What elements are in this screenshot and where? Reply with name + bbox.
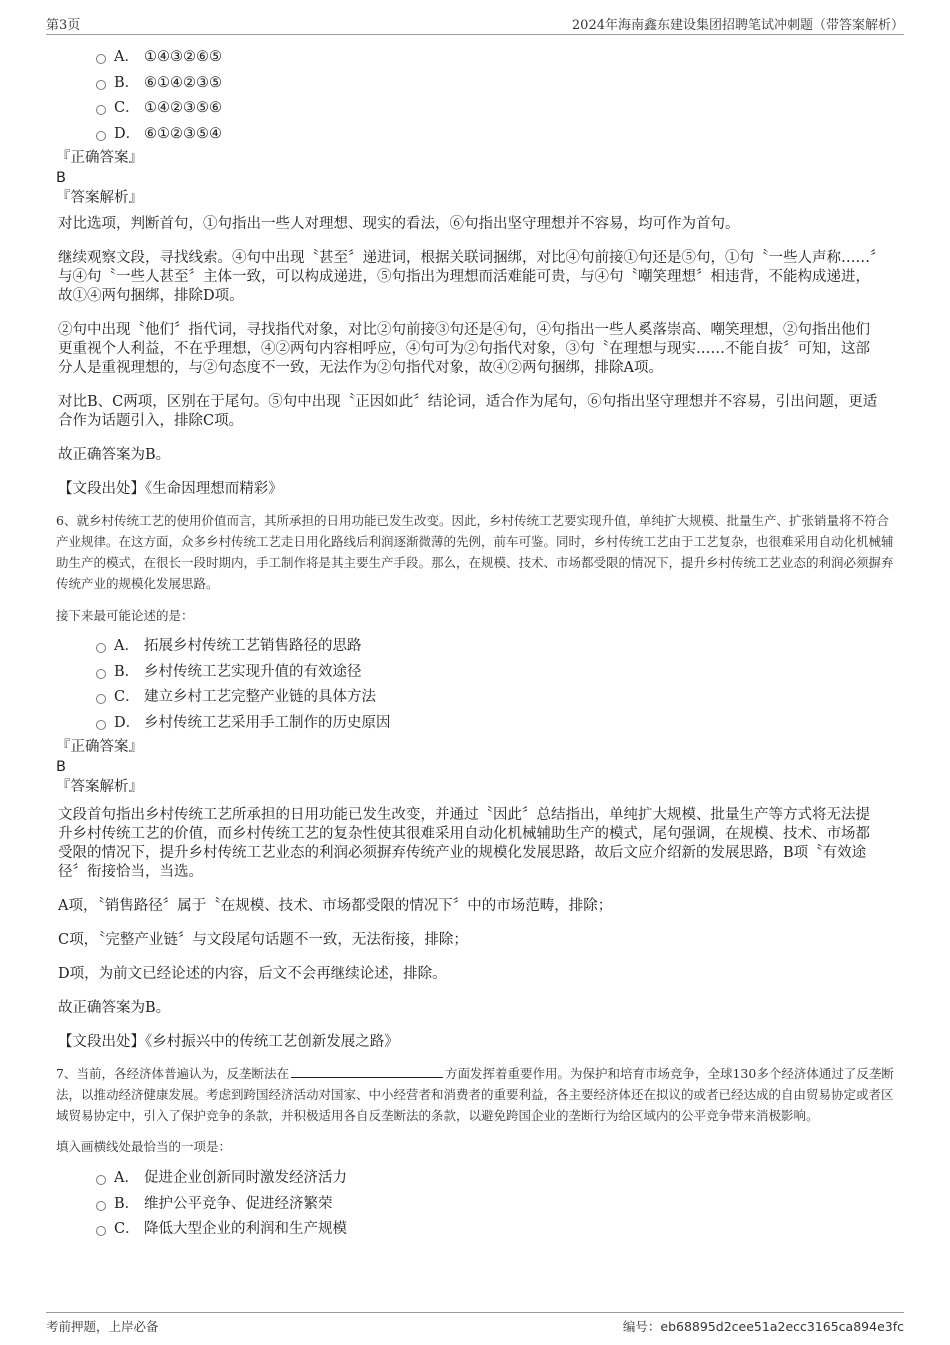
q5-option-d[interactable] <box>56 122 896 148</box>
q5-option-c[interactable] <box>56 96 896 122</box>
option-text: ①④②③⑤⑥ <box>144 100 222 116</box>
option-letter: D． <box>114 714 141 731</box>
q6-option-b[interactable] <box>56 660 896 686</box>
q7-option-b[interactable] <box>56 1192 896 1218</box>
fill-blank <box>291 1065 443 1078</box>
radio-icon[interactable] <box>96 669 106 679</box>
page-header <box>46 14 904 35</box>
q6-prompt: 接下来最可能论述的是： <box>56 608 194 623</box>
q6-stem: 6、就乡村传统工艺的使用价值而言，其所承担的日用功能已发生改变。因此，乡村传统工艺要实现升值，单纯扩大规模、批量生产、扩张销量将不符合产业规律。在这方面，众多乡村传统工艺走日用化路线后利润逐渐微薄的先例，前车可鉴。同时，乡村传统工艺由于工艺复杂，也很难采用自动化机械辅助生产的模式，在很长一段时期内，手工制作将是其主要生产手段。那么，在规模、技术、市场都受限的情况下，提升乡村传统工艺业态的利润必须摒弃传统产业的规模化发展思路。 <box>56 513 894 591</box>
q6-source: 【文段出处】《乡村振兴中的传统工艺创新发展之路》 <box>58 1034 399 1050</box>
q6-analysis-p4: D项，为前文已经论述的内容，后文不会再继续论述，排除。 <box>58 966 447 982</box>
radio-icon[interactable] <box>96 720 106 730</box>
q6-analysis-p3: C项，〝完整产业链〞与文段尾句话题不一致，无法衔接，排除； <box>58 932 468 948</box>
option-text: 维护公平竞争、促进经济繁荣 <box>144 1195 333 1212</box>
radio-icon[interactable] <box>96 1175 106 1185</box>
option-text: ①④③②⑥⑤ <box>144 49 222 65</box>
q5-option-a[interactable] <box>56 45 896 71</box>
option-letter: A． <box>114 638 139 654</box>
q5-analysis-p2: 继续观察文段，寻找线索。④句中出现〝甚至〞递进词，根据关联词捆绑，对比④句前接①句还是⑤句，①句〝一些人声称……〞与④句〝一些人甚至〞主体一致，可以构成递进，⑤句指出为理想而活难能可贵，与④句〝嘲笑理想〞相违背，不能构成递进，故①④两句捆绑，排除D项。 <box>58 250 878 304</box>
option-text: 降低大型企业的利润和生产规模 <box>144 1221 347 1237</box>
radio-icon[interactable] <box>96 1226 106 1236</box>
code-label: 编号： <box>622 1319 661 1334</box>
radio-icon[interactable] <box>96 643 106 653</box>
q6-options <box>56 634 896 736</box>
q5-answer: B <box>56 170 66 186</box>
q6-answer-heading: 『正确答案』 <box>56 739 143 755</box>
q7-stem-before: 7、当前，各经济体普遍认为，反垄断法在 <box>56 1066 289 1081</box>
footer-slogan: 考前押题，上岸必备 <box>46 1319 159 1334</box>
option-letter: C． <box>114 1221 140 1237</box>
radio-icon[interactable] <box>96 1201 106 1211</box>
q5-source: 【文段出处】《生命因理想而精彩》 <box>58 481 283 497</box>
q7-stem <box>56 1063 896 1126</box>
option-letter: D． <box>114 125 141 142</box>
q7-options <box>56 1166 896 1243</box>
page-footer <box>46 1312 904 1337</box>
q6-analysis-p5: 故正确答案为B。 <box>58 1000 171 1016</box>
q7-prompt: 填入画横线处最恰当的一项是： <box>56 1139 232 1154</box>
q5-analysis-p1: 对比选项，判断首句，①句指出一些人对理想、现实的看法，⑥句指出坚守理想并不容易，均可作为首句。 <box>58 216 740 232</box>
q5-option-b[interactable] <box>56 71 896 97</box>
document-code <box>623 1317 904 1335</box>
option-letter: B． <box>114 1195 140 1212</box>
code-value: eb68895d2cee51a2ecc3165ca894e3fc <box>660 1319 904 1334</box>
q5-analysis-p5: 故正确答案为B。 <box>58 447 171 463</box>
q5-analysis-p4: 对比B、C两项，区别在于尾句。⑤句中出现〝正因如此〞结论词，适合作为尾句，⑥句指出坚守理想并不容易，引出问题，更适合作为话题引入，排除C项。 <box>58 394 878 429</box>
q5-answer-heading: 『正确答案』 <box>56 150 143 166</box>
q6-analysis-p2: A项，〝销售路径〞属于〝在规模、技术、市场都受限的情况下〞中的市场范畴，排除； <box>58 898 613 914</box>
option-text: 建立乡村工艺完整产业链的具体方法 <box>144 689 376 705</box>
q5-analysis-heading: 『答案解析』 <box>56 190 143 206</box>
option-letter: A． <box>114 1170 139 1186</box>
radio-icon[interactable] <box>96 105 106 115</box>
q6-answer: B <box>56 759 66 775</box>
option-text: 拓展乡村传统工艺销售路径的思路 <box>144 638 362 654</box>
q5-options <box>56 45 896 147</box>
option-text: ⑥①④②③⑤ <box>144 74 222 91</box>
radio-icon[interactable] <box>96 694 106 704</box>
option-letter: A． <box>114 49 139 65</box>
radio-icon[interactable] <box>96 131 106 141</box>
q6-analysis-p1: 文段首句指出乡村传统工艺所承担的日用功能已发生改变，并通过〝因此〞总结指出，单纯扩大规模、批量生产等方式将无法提升乡村传统工艺的价值，而乡村传统工艺的复杂性使其很难采用自动化机械辅助生产的模式，尾句强调，在规模、技术、市场都受限的情况下，提升乡村传统工艺业态的利润必须摒弃传统产业的规模化发展思路，故后文应介绍新的发展思路，B项〝有效途径〞衔接恰当，当选。 <box>58 807 870 880</box>
q6-analysis-heading: 『答案解析』 <box>56 779 143 795</box>
q7-option-a[interactable] <box>56 1166 896 1192</box>
option-text: 乡村传统工艺实现升值的有效途径 <box>144 663 362 680</box>
option-letter: B． <box>114 663 140 680</box>
radio-icon[interactable] <box>96 54 106 64</box>
option-text: 促进企业创新同时激发经济活力 <box>144 1170 347 1186</box>
q7-option-c[interactable] <box>56 1217 896 1243</box>
q7-stem-after: 方面发挥着重要作用。为保护和培育市场竞争，全球130多个经济体通过了反垄断法，以推动经济健康发展。考虑到跨国经济活动对国家、中小经营者和消费者的重要利益，各主要经济体还在拟议的或者已经达成的自由贸易协定或者区域贸易协定中，引入了保护竞争的条款，并积极适用各自反垄断法的条款，以避免跨国企业的垄断行为给区域内的公平竞争带来消极影响。 <box>56 1066 894 1123</box>
q6-option-d[interactable] <box>56 711 896 737</box>
option-text: 乡村传统工艺采用手工制作的历史原因 <box>144 714 391 731</box>
option-text: ⑥①②③⑤④ <box>144 125 222 142</box>
option-letter: C． <box>114 100 140 116</box>
page-content <box>56 44 896 1243</box>
radio-icon[interactable] <box>96 80 106 90</box>
q6-option-a[interactable] <box>56 634 896 660</box>
option-letter: C． <box>114 689 140 705</box>
q5-analysis-p3: ②句中出现〝他们〞指代词，寻找指代对象，对比②句前接③句还是④句，④句指出一些人奚落崇高、嘲笑理想，②句指出他们更重视个人利益，不在乎理想，④②两句内容相呼应，④句可为②句指代对象，③句〝在理想与现实……不能自拔〞可知，这部分人是重视理想的，与②句态度不一致，无法作为②句指代对象，故④②两句捆绑，排除A项。 <box>58 322 870 376</box>
option-letter: B． <box>114 74 140 91</box>
document-title: 2024年海南鑫东建设集团招聘笔试冲刺题（带答案解析） <box>571 18 904 33</box>
q6-option-c[interactable] <box>56 685 896 711</box>
page-number: 第3页 <box>46 18 81 33</box>
